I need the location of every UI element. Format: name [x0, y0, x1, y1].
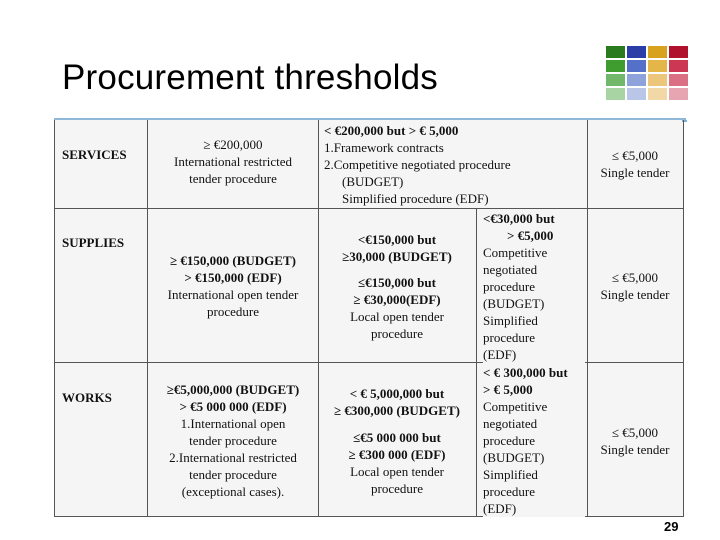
services-threshold-negotiated: [324, 122, 586, 207]
logo-square: [606, 88, 625, 100]
works-threshold-negotiated: [483, 364, 585, 517]
text-line: procedure: [371, 326, 423, 341]
logo-square: [669, 46, 688, 58]
logo-square: [627, 46, 646, 58]
row-label-works: WORKS: [62, 390, 112, 405]
text-line: Single tender: [600, 442, 670, 457]
text-line: (BUDGET): [483, 450, 545, 465]
text-line: ≥ €200,000: [203, 137, 263, 152]
text-line: <€30,000 but: [483, 211, 555, 226]
text-line: Simplified procedure (EDF): [342, 191, 489, 206]
text-line: Local open tender: [350, 309, 444, 324]
logo-square: [606, 60, 625, 72]
slide-number: 29: [664, 519, 679, 534]
row-label-services: SERVICES: [62, 147, 127, 162]
logo-square: [648, 46, 667, 58]
row-divider-2: [54, 362, 684, 363]
text-line: tender procedure: [189, 433, 277, 448]
logo-square: [669, 88, 688, 100]
text-line: ≥ €300,000 (BUDGET): [334, 403, 460, 418]
works-threshold-local-budget: [319, 385, 475, 419]
logo-square: [606, 46, 625, 58]
supplies-threshold-international: [150, 252, 316, 320]
text-line: > €5,000: [507, 228, 554, 243]
text-line: (BUDGET): [483, 296, 545, 311]
text-line: negotiated: [483, 262, 538, 277]
works-threshold-local-edf: [319, 429, 475, 497]
services-threshold-international: [150, 136, 316, 187]
logo-icon: [606, 46, 690, 104]
table-top-border: [54, 118, 686, 120]
services-threshold-single: [588, 147, 682, 181]
text-line: < € 300,000 but: [483, 365, 568, 380]
text-line: tender procedure: [189, 171, 277, 186]
supplies-threshold-local-budget: [319, 231, 475, 265]
text-line: tender procedure: [189, 467, 277, 482]
text-line: ≥ €150,000 (BUDGET): [170, 253, 296, 268]
text-line: International open tender: [167, 287, 299, 302]
text-line: procedure: [483, 279, 535, 294]
text-line: Single tender: [600, 287, 670, 302]
text-line: Local open tender: [350, 464, 444, 479]
text-line: > €150,000 (EDF): [184, 270, 282, 285]
text-line: > €5 000 000 (EDF): [179, 399, 287, 414]
text-line: procedure: [207, 304, 259, 319]
text-line: procedure: [483, 484, 535, 499]
text-line: procedure: [483, 330, 535, 345]
works-threshold-single: [588, 424, 682, 458]
row-label-supplies: SUPPLIES: [62, 235, 125, 250]
text-line: Simplified: [483, 467, 538, 482]
text-line: ≥ €30,000(EDF): [353, 292, 441, 307]
logo-square: [627, 88, 646, 100]
text-line: Single tender: [600, 165, 670, 180]
text-line: negotiated: [483, 416, 538, 431]
slide-title: Procurement thresholds: [62, 58, 438, 97]
text-line: Simplified: [483, 313, 538, 328]
col-divider-1: [147, 120, 148, 517]
text-line: ≤ €5,000: [611, 425, 659, 440]
text-line: < € 5,000,000 but: [349, 386, 445, 401]
text-line: International restricted: [173, 154, 293, 169]
text-line: ≥30,000 (BUDGET): [342, 249, 452, 264]
supplies-threshold-negotiated: [483, 210, 585, 363]
logo-square: [606, 74, 625, 86]
logo-square: [648, 74, 667, 86]
text-line: ≥ €300 000 (EDF): [348, 447, 446, 462]
text-line: ≤ €5,000: [611, 270, 659, 285]
table-border-left: [54, 120, 55, 517]
supplies-threshold-local-edf: [319, 274, 475, 342]
text-line: ≤ €5,000: [611, 148, 659, 163]
logo-square: [669, 74, 688, 86]
logo-square: [648, 60, 667, 72]
works-threshold-international: [150, 381, 316, 500]
text-line: (EDF): [483, 347, 517, 362]
logo-square: [648, 88, 667, 100]
text-line: (BUDGET): [342, 174, 404, 189]
text-line: < €200,000 but > € 5,000: [324, 123, 459, 138]
text-line: > € 5,000: [483, 382, 533, 397]
text-line: (exceptional cases).: [181, 484, 285, 499]
logo-square: [627, 60, 646, 72]
text-line: procedure: [483, 433, 535, 448]
text-line: 2.Competitive negotiated procedure: [324, 157, 511, 172]
table-border-bottom: [54, 516, 684, 517]
text-line: Competitive: [483, 245, 548, 260]
text-line: procedure: [371, 481, 423, 496]
row-divider-1: [54, 208, 684, 209]
logo-square: [627, 74, 646, 86]
supplies-threshold-single: [588, 269, 682, 303]
text-line: ≤€150,000 but: [358, 275, 436, 290]
text-line: 1.International open: [180, 416, 286, 431]
text-line: <€150,000 but: [357, 232, 437, 247]
table-border-right: [683, 120, 684, 517]
text-line: 2.International restricted: [169, 450, 297, 465]
text-line: ≤€5 000 000 but: [353, 430, 441, 445]
text-line: (EDF): [483, 501, 517, 516]
text-line: ≥€5,000,000 (BUDGET): [166, 382, 300, 397]
text-line: 1.Framework contracts: [324, 140, 444, 155]
logo-square: [669, 60, 688, 72]
text-line: Competitive: [483, 399, 548, 414]
